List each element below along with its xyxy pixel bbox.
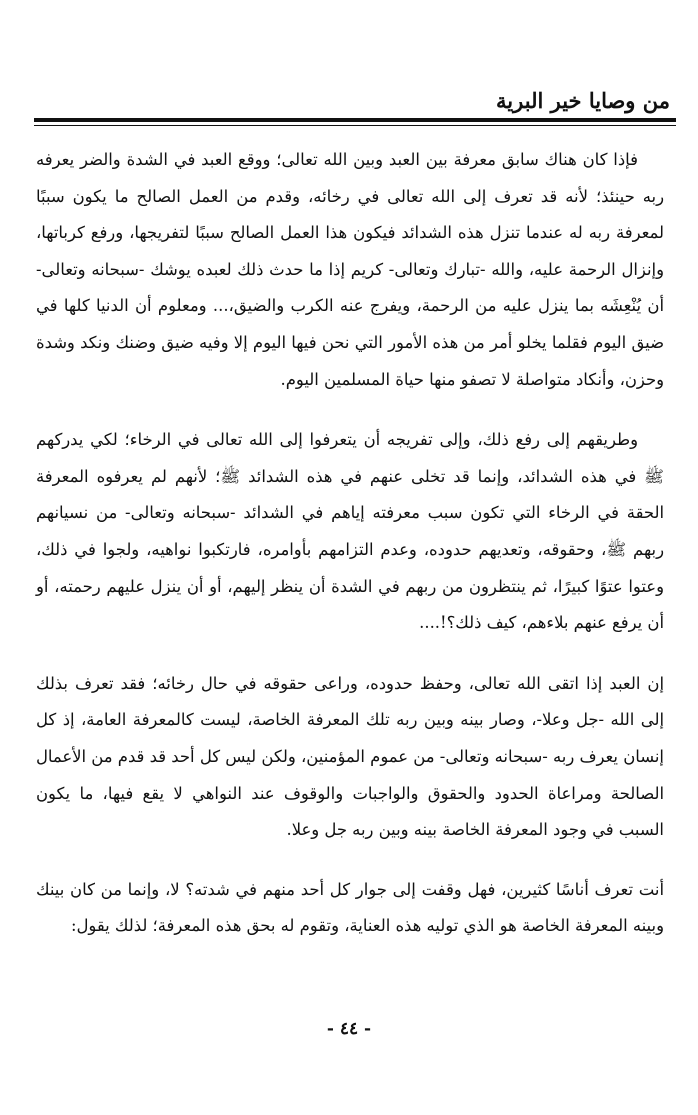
page-body	[36, 142, 664, 945]
paragraph-1: فإذا كان هناك سابق معرفة بين العبد وبين الله تعالى؛ ووقع العبد في الشدة والضر يعرفه ربه حينئذ؛ لأنه قد تعرف إلى الله تعالى في رخائه، وقدم من العمل الصالح ما يكون سببًا لمعرفة ربه له عندما تنزل هذه الشدائد فيكون هذا العمل الصالح سببًا لتفريجها، ورفع كرباتها، وإنزال الرحمة عليه، والله -تبارك وتعالى- كريم إذا ما حدث ذلك لعبده يوشك -سبحانه وتعالى- أن يُنْعِشَه بما ينزل عليه من الرحمة، ويفرج عنه الكرب والضيق،... ومعلوم أن الدنيا كلها في ضيق اليوم فقلما يخلو أمر من هذه الأمور التي نحن فيها اليوم إلا وفيه ضيق وضنك ونكد وشدة وحزن، وأنكاد متواصلة لا تصفو منها حياة المسلمين اليوم.	[36, 150, 664, 389]
paragraph-4: أنت تعرف أناسًا كثيرين، فهل وقفت إلى جوار كل أحد منهم في شدته؟ لا، وإنما من كان بينك وبينه المعرفة الخاصة هو الذي توليه هذه العناية، وتقوم له بحق هذه المعرفة؛ لذلك يقول:	[36, 879, 664, 936]
running-header-title: من وصايا خير البرية	[496, 88, 670, 113]
paragraph-3: إن العبد إذا اتقى الله تعالى، وحفظ حدوده، وراعى حقوقه في حال رخائه؛ فقد تعرف بذلك إلى الله -جل وعلا-، وصار بينه وبين ربه تلك المعرفة الخاصة، ليست كالمعرفة العامة، إذ كل إنسان يعرف ربه -سبحانه وتعالى- من عموم المؤمنين، ولكن ليس كل أحد قد قدم من الأعمال الصالحة ومراعاة الحدود والحقوق والواجبات والوقوف عند النواهي لا يقع فيها، ما يكون السبب في وجود المعرفة الخاصة بينه وبين ربه جل وعلا.	[36, 673, 664, 840]
header-rule-thin	[34, 125, 676, 126]
header-rule-thick	[34, 118, 676, 122]
paragraph-2: وطريقهم إلى رفع ذلك، وإلى تفريجه أن يتعرفوا إلى الله تعالى في الرخاء؛ لكي يدركهم ﷺ في هذه الشدائد، وإنما قد تخلى عنهم في هذه الشدائد ﷺ؛ لأنهم لم يعرفوه المعرفة الحقة في الرخاء التي تكون سبب معرفته إياهم في الشدائد -سبحانه وتعالى- من نسيانهم ربهم ﷺ، وحقوقه، وتعديهم حدوده، وعدم التزامهم بأوامره، فارتكبوا نواهيه، ولجوا في ذلك، وعتوا عتوًا كبيرًا، ثم ينتظرون من ربهم في الشدة أن ينظر إليهم، أو أن ينزل عليهم رحمته، أو أن يرفع عنهم بلاءهم، كيف ذلك؟!....	[36, 430, 664, 633]
page-number: - ٤٤ -	[326, 1019, 372, 1039]
